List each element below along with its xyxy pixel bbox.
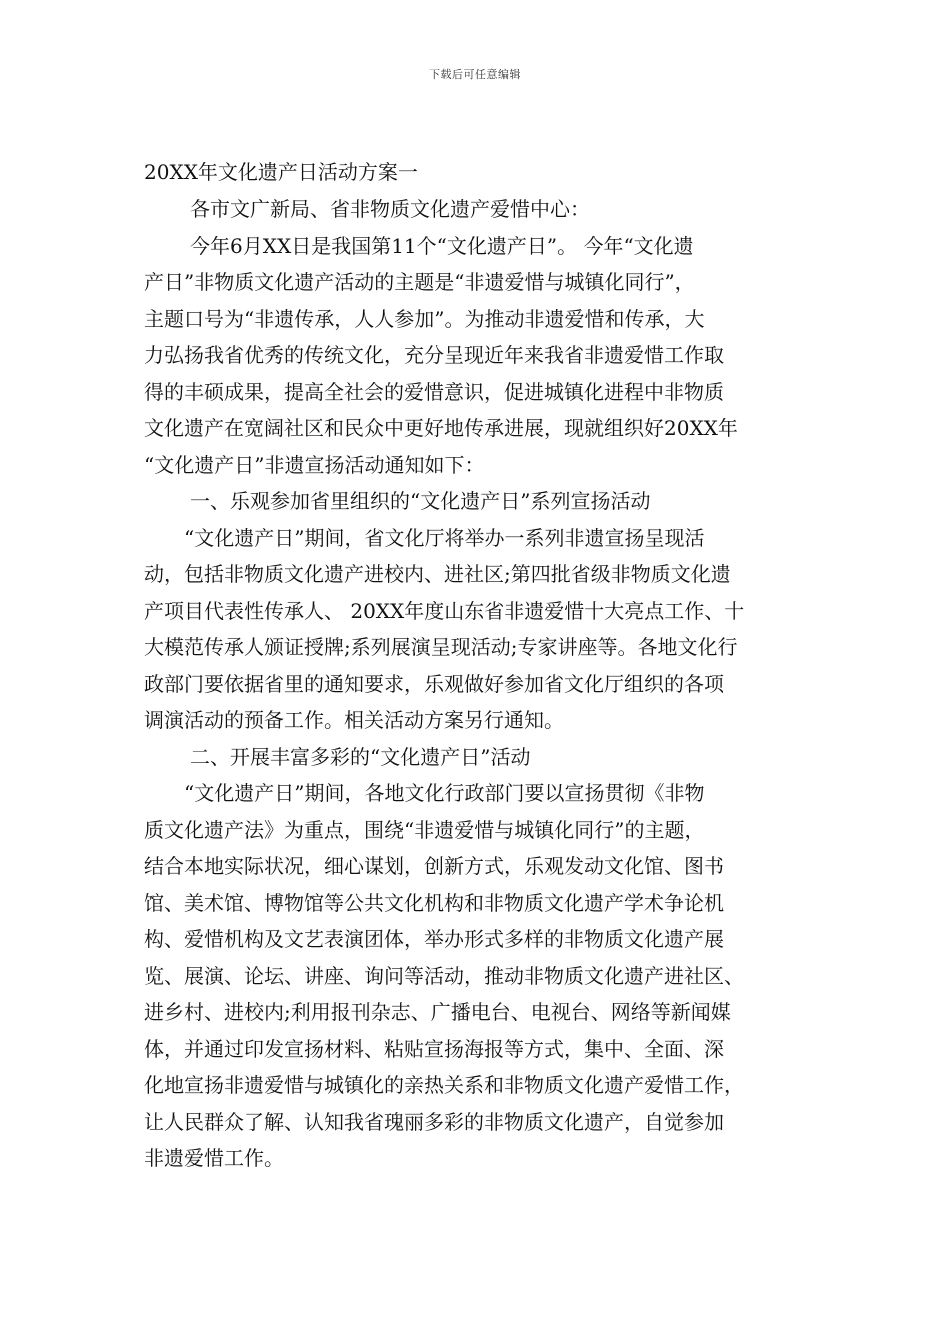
paragraph-line: “文化遗产日”期间，各地文化行政部门要以宣扬贯彻《非物: [184, 781, 705, 805]
paragraph-line: 质文化遗产法》为重点，围绕“非遗爱惜与城镇化同行”的主题，: [144, 817, 705, 842]
salutation: 各市文广新局、省非物质文化遗产爱惜中心：: [190, 197, 590, 221]
paragraph-intro: [144, 228, 822, 484]
paragraph-line: 非遗爱惜工作。: [144, 1146, 284, 1170]
paragraph-line: 调演活动的预备工作。相关活动方案另行通知。: [144, 708, 564, 732]
paragraph-line: 动，包括非物质文化遗产进校内、进社区;第四批省级非物质文化遗: [144, 562, 731, 586]
paragraph-line: 产日”非物质文化遗产活动的主题是“非遗爱惜与城镇化同行”，: [144, 270, 695, 294]
document-title: 20XX年文化遗产日活动方案一: [144, 160, 418, 184]
document-body: [144, 155, 822, 1177]
paragraph-section-2: [144, 775, 822, 1177]
paragraph-line: 大模范传承人颁证授牌;系列展演呈现活动;专家讲座等。各地文化行: [144, 635, 738, 659]
header-note: 下载后可任意编辑: [429, 68, 521, 81]
paragraph-line: 进乡村、进校内;利用报刊杂志、广播电台、电视台、网络等新闻媒: [144, 1000, 731, 1024]
paragraph-line: 政部门要依据省里的通知要求，乐观做好参加省文化厅组织的各项: [144, 671, 724, 696]
paragraph-line: 馆、美术馆、博物馆等公共文化机构和非物质文化遗产学术争论机: [144, 890, 724, 915]
paragraph-line: 览、展演、论坛、讲座、询问等活动，推动非物质文化遗产进社区、: [144, 963, 744, 988]
paragraph-line: 结合本地实际状况，细心谋划，创新方式，乐观发动文化馆、图书: [144, 854, 724, 878]
paragraph-line: 体，并通过印发宣扬材料、粘贴宣扬海报等方式，集中、全面、深: [144, 1036, 724, 1061]
paragraph-line: 文化遗产在宽阔社区和民众中更好地传承进展，现就组织好20XX年: [144, 416, 738, 440]
paragraph-line: 构、爱惜机构及文艺表演团体，举办形式多样的非物质文化遗产展: [144, 927, 724, 951]
section-heading-1: 一、乐观参加省里组织的“文化遗产日”系列宣扬活动: [190, 489, 651, 513]
paragraph-line: 得的丰硕成果，提高全社会的爱惜意识，促进城镇化进程中非物质: [144, 379, 724, 404]
paragraph-line: 今年6月XX日是我国第11个“文化遗产日”。 今年“文化遗: [190, 233, 694, 258]
paragraph-line: “文化遗产日”期间，省文化厅将举办一系列非遗宣扬呈现活: [184, 525, 705, 550]
paragraph-line: 产项目代表性传承人、 20XX年度山东省非遗爱惜十大亮点工作、十: [144, 598, 745, 623]
paragraph-line: 化地宣扬非遗爱惜与城镇化的亲热关系和非物质文化遗产爱惜工作，: [144, 1073, 744, 1097]
paragraph-line: 主题口号为“非遗传承，人人参加”。为推动非遗爱惜和传承，大: [144, 306, 705, 331]
paragraph-section-1: [144, 520, 822, 739]
section-heading-2: 二、开展丰富多彩的“文化遗产日”活动: [190, 744, 531, 769]
paragraph-line: 让人民群众了解、认知我省瑰丽多彩的非物质文化遗产，自觉参加: [144, 1109, 724, 1134]
paragraph-line: “文化遗产日”非遗宣扬活动通知如下：: [144, 452, 485, 477]
paragraph-line: 力弘扬我省优秀的传统文化，充分呈现近年来我省非遗爱惜工作取: [144, 343, 724, 367]
